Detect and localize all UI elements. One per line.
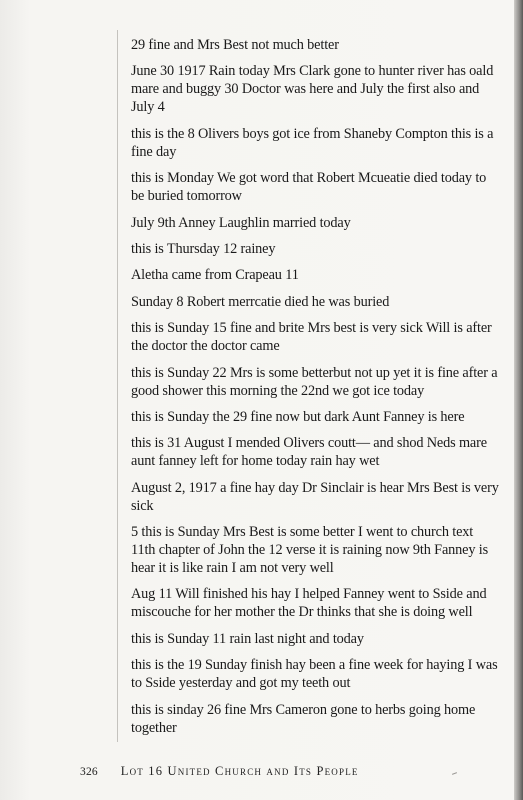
diary-entry: this is the 19 Sunday finish hay been a fine week for haying I was to Sside yesterday and got my teeth out <box>131 657 498 692</box>
diary-entry: July 9th Anney Laughlin married today <box>131 214 351 231</box>
diary-entry: Aletha came from Crapeau 11 <box>131 267 299 284</box>
diary-entry: Sunday 8 Robert merrcatie died he was buried <box>131 293 390 310</box>
diary-entry: this is Monday We got word that Robert Mcueatie died today to be buried tomorrow <box>131 170 487 205</box>
page-footer <box>80 764 359 779</box>
margin-rule <box>117 30 118 742</box>
diary-entry: this is Sunday 11 rain last night and today <box>131 630 364 647</box>
diary-entry: this is the 8 Olivers boys got ice from Shaneby Compton this is a fine day <box>131 125 494 160</box>
diary-entry: June 30 1917 Rain today Mrs Clark gone to hunter river has oald mare and buggy 30 Doctor was here and July the first also and July 4 <box>131 63 494 116</box>
diary-entry: this is Sunday the 29 fine now but dark Aunt Fanney is here <box>131 408 465 425</box>
diary-entry: 5 this is Sunday Mrs Best is some better I went to church text 11th chapter of John the 12 verse it is raining now 9th Fanney is hear it is like rain I am not very well <box>131 524 489 577</box>
page-edge-shadow <box>514 0 523 800</box>
diary-entry: this is Thursday 12 rainey <box>131 240 276 257</box>
diary-entry: this is sinday 26 fine Mrs Cameron gone to herbs going home together <box>131 701 476 736</box>
diary-entries <box>131 36 499 745</box>
paper-speck <box>452 772 457 775</box>
diary-entry: August 2, 1917 a fine hay day Dr Sinclair is hear Mrs Best is very sick <box>131 479 499 514</box>
diary-entry: this is Sunday 15 fine and brite Mrs best is very sick Will is after the doctor the doctor came <box>131 320 492 355</box>
diary-entry: this is 31 August I mended Olivers coutt— and shod Neds mare aunt fanney left for home today rain hay wet <box>131 435 487 470</box>
diary-entry: 29 fine and Mrs Best not much better <box>131 37 339 53</box>
page-number: 326 <box>80 766 98 778</box>
diary-entry: Aug 11 Will finished his hay I helped Fanney went to Sside and miscouche for her mother the Dr thinks that she is doing well <box>131 586 487 621</box>
diary-entry: this is Sunday 22 Mrs is some betterbut not up yet it is fine after a good shower this morning the 22nd we got ice today <box>131 364 498 399</box>
running-head: Lot 16 United Church and Its People <box>120 764 359 778</box>
